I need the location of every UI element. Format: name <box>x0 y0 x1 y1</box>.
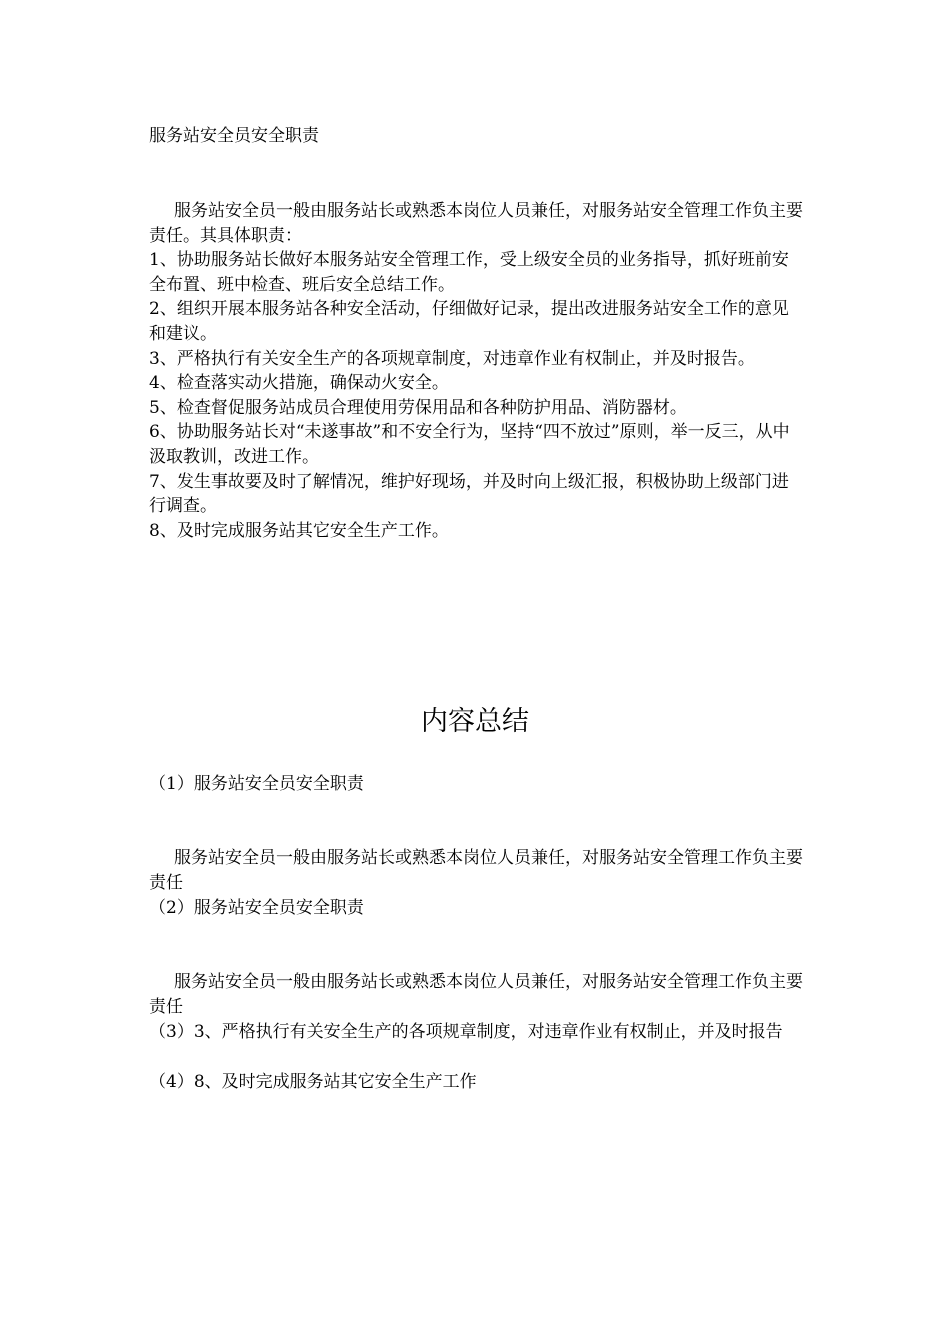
duty-item: 1、协助服务站长做好本服务站安全管理工作，受上级安全员的业务指导，抓好班前安全布置、班中检查、班后安全总结工作。 <box>149 250 789 295</box>
summary-heading: 内容总结 <box>421 706 529 737</box>
duty-item: 7、发生事故要及时了解情况，维护好现场，并及时向上级汇报，积极协助上级部门进行调查。 <box>149 471 789 517</box>
document-body <box>149 199 804 543</box>
duty-item: 6、协助服务站长对“未遂事故”和不安全行为，坚持“四不放过”原则，举一反三，从中汲取教训，改进工作。 <box>149 422 790 467</box>
summary-item-2-detail <box>149 970 804 1019</box>
duty-item: 4、检查落实动火措施，确保动火安全。 <box>149 373 449 394</box>
summary-item-detail: 服务站安全员一般由服务站长或熟悉本岗位人员兼任，对服务站安全管理工作负主要责任 <box>149 972 803 1017</box>
summary-item-2-label <box>149 896 804 921</box>
summary-item-label: （1）服务站安全员安全职责 <box>149 774 364 794</box>
intro-paragraph: 服务站安全员一般由服务站长或熟悉本岗位人员兼任，对服务站安全管理工作负主要责任。其具体职责： <box>149 201 803 246</box>
summary-item-4 <box>149 1070 804 1095</box>
summary-item-1-label <box>149 772 804 797</box>
summary-item-3 <box>149 1020 804 1045</box>
duty-item: 5、检查督促服务站成员合理使用劳保用品和各种防护用品、消防器材。 <box>149 397 687 418</box>
duty-item: 8、及时完成服务站其它安全生产工作。 <box>149 520 449 541</box>
duty-item: 3、严格执行有关安全生产的各项规章制度，对违章作业有权制止，并及时报告。 <box>149 348 755 369</box>
summary-item-detail: 服务站安全员一般由服务站长或熟悉本岗位人员兼任，对服务站安全管理工作负主要责任 <box>149 848 803 893</box>
summary-item-1-detail <box>149 846 804 895</box>
summary-item-label: （4）8、及时完成服务站其它安全生产工作 <box>149 1072 477 1092</box>
document-title: 服务站安全员安全职责 <box>149 126 319 146</box>
summary-item-label: （2）服务站安全员安全职责 <box>149 898 364 918</box>
summary-item-label: （3）3、严格执行有关安全生产的各项规章制度，对违章作业有权制止，并及时报告 <box>149 1022 783 1042</box>
duty-item: 2、组织开展本服务站各种安全活动，仔细做好记录，提出改进服务站安全工作的意见和建议。 <box>149 299 789 344</box>
